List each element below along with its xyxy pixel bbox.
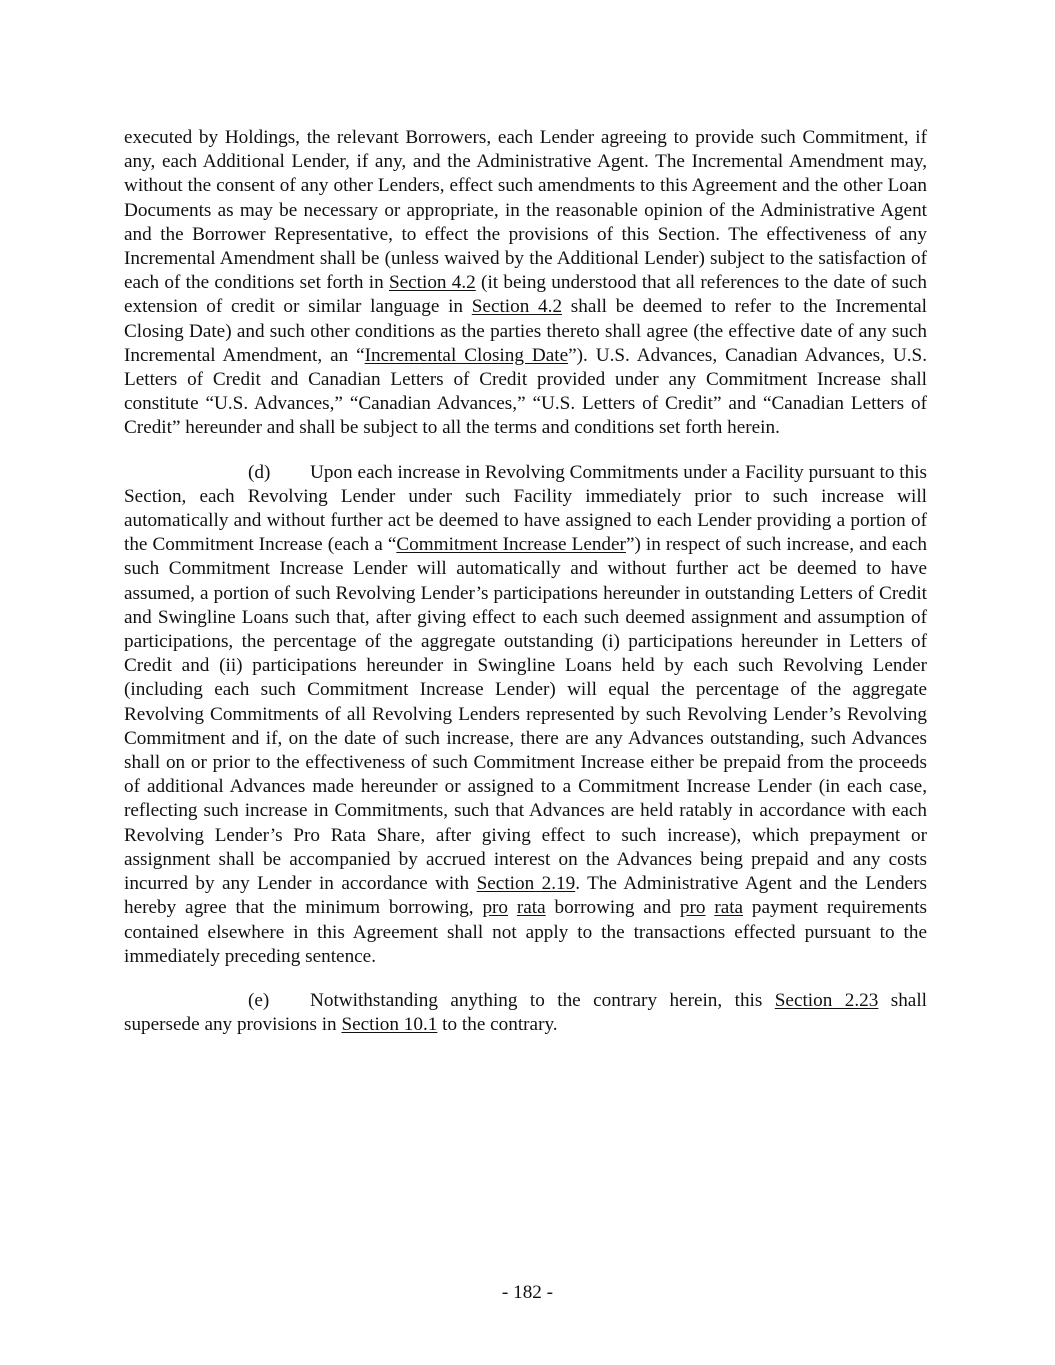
section-reference: Section 4.2 bbox=[471, 296, 563, 318]
underlined-term: pro bbox=[679, 897, 706, 919]
defined-term: Incremental Closing Date bbox=[364, 344, 569, 366]
text-run: executed by Holdings, the relevant Borrowers, each Lender agreeing to provide such Commitment, if any, each Additional Lender, if any, and the Administrative Agent. The Incremental Amendment may, without the consent of any other Lenders, effect such amendments to this Agreement and the other Loan Documents as may be necessary or appropriate, in the reasonable opinion of the Administrative Agent and the Borrower Representative, to effect the provisions of this Section. The effectiveness of any Incremental Amendment shall be (unless waived by the Additional Lender) subject to the satisfaction of each of the conditions set forth in bbox=[124, 127, 927, 294]
text-run: to the contrary. bbox=[437, 1014, 558, 1036]
text-run: (it being understood that all references to the date of such extension of credit or similar language in bbox=[124, 272, 927, 318]
paragraph-label: (d) bbox=[248, 461, 271, 483]
text-run: ”). U.S. Advances, Canadian Advances, U.S. Letters of Credit and Canadian Letters of Credit provided under any Commitment Increase shall constitute “U.S. Advances,” “Canadian Advances,” “U.S. Letters of Credit” and “Canadian Letters of Credit” hereunder and shall be subject to all the terms and conditions set forth herein. bbox=[124, 344, 927, 439]
section-reference: Section 2.23 bbox=[774, 989, 879, 1011]
text-run: ”) in respect of such increase, and each such Commitment Increase Lender will automatically and without further act be deemed to have assumed, a portion of such Revolving Lender’s participations hereunder in outstanding Letters of Credit and Swingline Loans such that, after giving effect to each such deemed assignment and assumption of participations, the percentage of the aggregate outstanding (i) participations hereunder in Letters of Credit and (ii) participations hereunder in Swingline Loans held by each such Revolving Lender (including each such Commitment Increase Lender) will equal the percentage of the aggregate Revolving Commitments of all Revolving Lenders represented by such Revolving Lender’s Revolving Commitment and if, on the date of such increase, there are any Advances outstanding, such Advances shall on or prior to the effectiveness of such Commitment Increase either be prepaid from the proceeds of additional Advances made hereunder or assigned to a Commitment Increase Lender (in each case, reflecting such increase in Commitments, such that Advances are held ratably in accordance with each Revolving Lender’s Pro Rata Share, after giving effect to such increase), which prepayment or assignment shall be accompanied by accrued interest on the Advances being prepaid and any costs incurred by any Lender in accordance with bbox=[124, 534, 927, 895]
text-run: Upon each increase in Revolving Commitments under a Facility pursuant to this Section, each Revolving Lender under such Facility immediately prior to such increase will automatically and without further act be deemed to have assigned to each Lender providing a portion of the Commitment Increase (each a “ bbox=[124, 461, 927, 556]
paragraph-c-continued bbox=[124, 126, 927, 441]
defined-term: Commitment Increase Lender bbox=[396, 534, 626, 556]
section-reference: Section 10.1 bbox=[341, 1014, 438, 1036]
text-run: borrowing and bbox=[545, 897, 680, 919]
text-run: shall be deemed to refer to the Incremental Closing Date) and such other conditions as the parties thereto shall agree (the effective date of any such Incremental Amendment, an “ bbox=[124, 296, 928, 366]
underlined-term: rata bbox=[516, 897, 546, 919]
underlined-term: pro bbox=[482, 897, 509, 919]
page-number: - 182 - bbox=[501, 1282, 554, 1303]
document-body bbox=[124, 126, 927, 1037]
paragraph-e bbox=[124, 989, 927, 1037]
text-run: . The Administrative Agent and the Lenders hereby agree that the minimum borrowing, bbox=[124, 873, 928, 919]
section-reference: Section 2.19 bbox=[476, 873, 576, 895]
text-run bbox=[705, 897, 714, 918]
section-reference: Section 4.2 bbox=[388, 272, 476, 294]
text-run: shall supersede any provisions in bbox=[124, 989, 927, 1036]
text-run bbox=[508, 897, 517, 918]
underlined-term: rata bbox=[714, 897, 744, 919]
paragraph-label: (e) bbox=[248, 989, 270, 1011]
text-run: payment requirements contained elsewhere in this Agreement shall not apply to the transactions effected pursuant to the immediately preceding sentence. bbox=[124, 897, 928, 967]
text-run: Notwithstanding anything to the contrary herein, this bbox=[310, 989, 775, 1011]
paragraph-d bbox=[124, 461, 927, 969]
